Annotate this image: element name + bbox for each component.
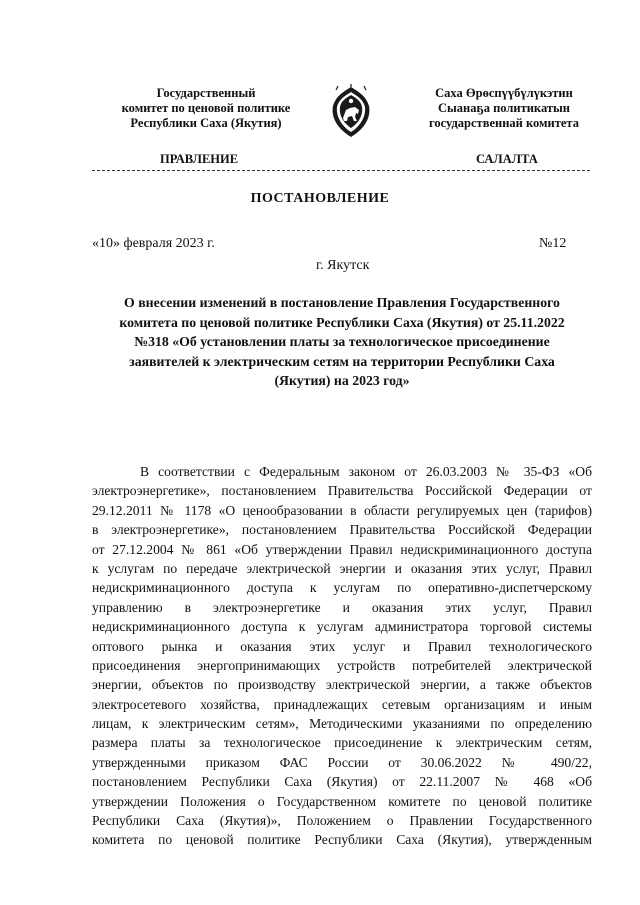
document-body bbox=[92, 462, 592, 850]
title-line: О внесении изменений в постановление Правления Государственного bbox=[124, 295, 560, 310]
document-title bbox=[92, 293, 592, 391]
body-line: к услугам по передаче электрической энергии и оказания этих услуг, Правил bbox=[92, 560, 592, 576]
header-divider bbox=[92, 170, 590, 171]
body-line: электросетевого хозяйства, принадлежащих сетевым организациям и иным bbox=[92, 696, 592, 712]
body-line: В соответствии с Федеральным законом от 26.03.2003 № 35-ФЗ «Об bbox=[140, 464, 592, 479]
board-label-russian: ПРАВЛЕНИЕ bbox=[160, 152, 239, 166]
body-line: постановлением Республики Саха (Якутия) от 22.11.2007 № 468 «Об bbox=[92, 774, 592, 790]
title-line: комитета по ценовой политике Республики Саха (Якутия) от 25.11.2022 bbox=[119, 314, 565, 330]
yakutia-emblem-icon bbox=[328, 84, 374, 140]
body-line: утверждении Положения о Государственном комитете по ценовой политике bbox=[92, 793, 592, 809]
body-line: 29.12.2011 № 1178 «О ценообразовании в области регулируемых цен (тарифов) bbox=[92, 502, 592, 518]
body-line: в электроэнергетике», постановлением Правительства Российской Федерации bbox=[92, 522, 592, 538]
issuer-line: комитет по ценовой политике bbox=[121, 101, 291, 115]
body-line: присоединения энергопринимающих устройств потребителей электрической bbox=[92, 657, 592, 673]
body-line: электроэнергетике», постановлением Правительства Российской Федерации от bbox=[92, 483, 592, 499]
issuer-name-yakut bbox=[394, 86, 614, 131]
document-date: «10» февраля 2023 г. bbox=[92, 236, 215, 251]
issuer-line: Саха Өрөспүүбүлүкэтин bbox=[435, 86, 573, 100]
title-line: №318 «Об установлении платы за технологическое присоединение bbox=[134, 334, 550, 349]
title-line: (Якутия) на 2023 год» bbox=[274, 373, 410, 388]
issuer-line: Республики Саха (Якутия) bbox=[130, 116, 282, 130]
document-number: №12 bbox=[539, 236, 567, 251]
body-line: управлению в электроэнергетике и оказания этих услуг, Правил bbox=[92, 599, 592, 615]
issuer-line: государственнай комитета bbox=[429, 116, 579, 130]
body-line: утвержденными приказом ФАС России от 30.06.2022 № 490/22, bbox=[92, 754, 592, 770]
body-line: от 27.12.2004 № 861 «Об утверждении Правил недискриминационного доступа bbox=[92, 541, 592, 557]
body-line: размера платы за технологическое присоединение к электрическим сетям, bbox=[92, 735, 592, 751]
body-line: оптового рынка и оказания этих услуг и Правил технологического bbox=[92, 638, 592, 654]
title-line: заявителей к электрическим сетям на территории Республики Саха bbox=[129, 353, 555, 369]
document-type: ПОСТАНОВЛЕНИЕ bbox=[250, 191, 390, 206]
issuer-line: Государственный bbox=[156, 86, 256, 100]
document-city: г. Якутск bbox=[316, 258, 370, 273]
body-line: энергии, объектов по производству электрической энергии, а также объектов bbox=[92, 677, 592, 693]
body-line: лицам, к электрическим сетям», Методическими указаниями по определению bbox=[92, 716, 592, 732]
body-line: недискриминационного доступа к услугам по оперативно-диспетчерскому bbox=[92, 580, 592, 596]
board-label-yakut: САЛАЛТА bbox=[476, 152, 538, 166]
body-line: Республики Саха (Якутия)», Положением о Правлении Государственного bbox=[92, 813, 592, 829]
body-line: комитета по ценовой политике Республики Саха (Якутия), утвержденным bbox=[92, 832, 592, 848]
issuer-line: Сыанаҕа политикатын bbox=[438, 101, 570, 115]
body-line: недискриминационного доступа к услугам администратора торговой системы bbox=[92, 619, 592, 635]
issuer-name-russian bbox=[96, 86, 316, 131]
